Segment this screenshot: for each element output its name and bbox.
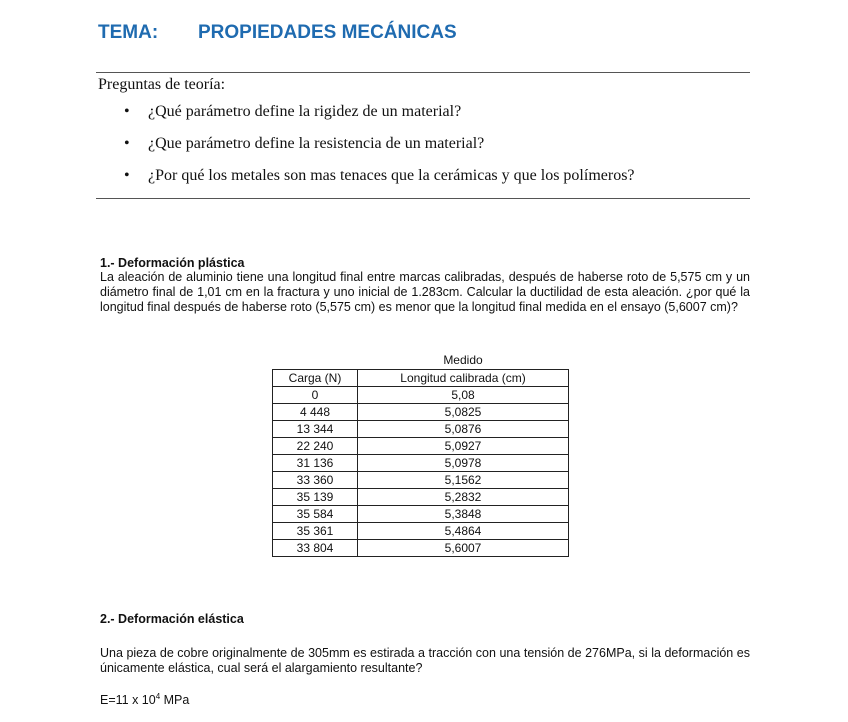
col-header-length: Longitud calibrada (cm) — [358, 370, 569, 387]
cell-load: 22 240 — [273, 438, 358, 455]
question-text: ¿Qué parámetro define la rigidez de un material? — [148, 103, 462, 120]
table-row — [273, 506, 569, 523]
table-row — [273, 540, 569, 557]
tema-label: TEMA: — [98, 22, 159, 43]
cell-load: 31 136 — [273, 455, 358, 472]
measurement-table — [272, 351, 569, 557]
table-row — [273, 523, 569, 540]
table-row — [273, 421, 569, 438]
cell-load: 35 584 — [273, 506, 358, 523]
cell-length: 5,3848 — [358, 506, 569, 523]
modulus-value — [100, 692, 189, 707]
question-text: ¿Que parámetro define la resistencia de un material? — [148, 135, 485, 152]
cell-load: 35 139 — [273, 489, 358, 506]
list-item — [98, 166, 635, 198]
cell-length: 5,0978 — [358, 455, 569, 472]
cell-load: 33 360 — [273, 472, 358, 489]
list-item — [98, 134, 635, 166]
table-row — [273, 472, 569, 489]
cell-load: 0 — [273, 387, 358, 404]
problem1-heading: 1.- Deformación plástica — [100, 256, 245, 270]
modulus-exponent: 4 — [155, 692, 161, 701]
modulus-prefix: E=11 x 10 — [100, 693, 156, 708]
cell-length: 5,0825 — [358, 404, 569, 421]
list-item — [98, 102, 635, 134]
cell-length: 5,2832 — [358, 489, 569, 506]
problem1-text: La aleación de aluminio tiene una longitud final entre marcas calibradas, después de haberse roto de 5,575 cm y un diámetro final de 1,01 cm en la fractura y uno inicial de 1.283cm. Calcular la ductilidad de esta aleación. ¿por qué la longitud final después de haberse roto (5,575 cm) es menor que la longitud final medida en el ensayo (5,6007 cm)? — [100, 270, 750, 314]
theory-section — [98, 76, 635, 198]
problem2-heading: 2.- Deformación elástica — [100, 612, 244, 626]
bottom-divider — [96, 198, 750, 199]
theory-questions — [98, 102, 635, 198]
topic-title: PROPIEDADES MECÁNICAS — [198, 22, 457, 43]
cell-length: 5,6007 — [358, 540, 569, 557]
cell-load: 13 344 — [273, 421, 358, 438]
cell-load: 33 804 — [273, 540, 358, 557]
problem2-section — [100, 612, 750, 676]
top-divider — [96, 72, 750, 73]
cell-load: 35 361 — [273, 523, 358, 540]
cell-length: 5,08 — [358, 387, 569, 404]
bullet-icon: • — [124, 135, 130, 152]
cell-load: 4 448 — [273, 404, 358, 421]
table-corner — [273, 351, 358, 370]
cell-length: 5,1562 — [358, 472, 569, 489]
question-text: ¿Por qué los metales son mas tenaces que la cerámicas y que los polímeros? — [148, 167, 635, 184]
table-row — [273, 438, 569, 455]
table-row — [273, 455, 569, 472]
modulus-unit: MPa — [160, 693, 190, 708]
problem2-text: Una pieza de cobre originalmente de 305mm es estirada a tracción con una tensión de 276MPa, si la deformación es únicamente elástica, cual será el alargamiento resultante? — [100, 646, 750, 675]
table-row — [273, 404, 569, 421]
cell-length: 5,4864 — [358, 523, 569, 540]
group-header: Medido — [358, 351, 569, 370]
table-row — [273, 387, 569, 404]
problem1-section — [100, 256, 750, 315]
theory-title: Preguntas de teoría: — [98, 76, 226, 93]
bullet-icon: • — [124, 103, 130, 120]
cell-length: 5,0927 — [358, 438, 569, 455]
table-row — [273, 489, 569, 506]
bullet-icon: • — [124, 167, 130, 184]
col-header-load: Carga (N) — [273, 370, 358, 387]
cell-length: 5,0876 — [358, 421, 569, 438]
